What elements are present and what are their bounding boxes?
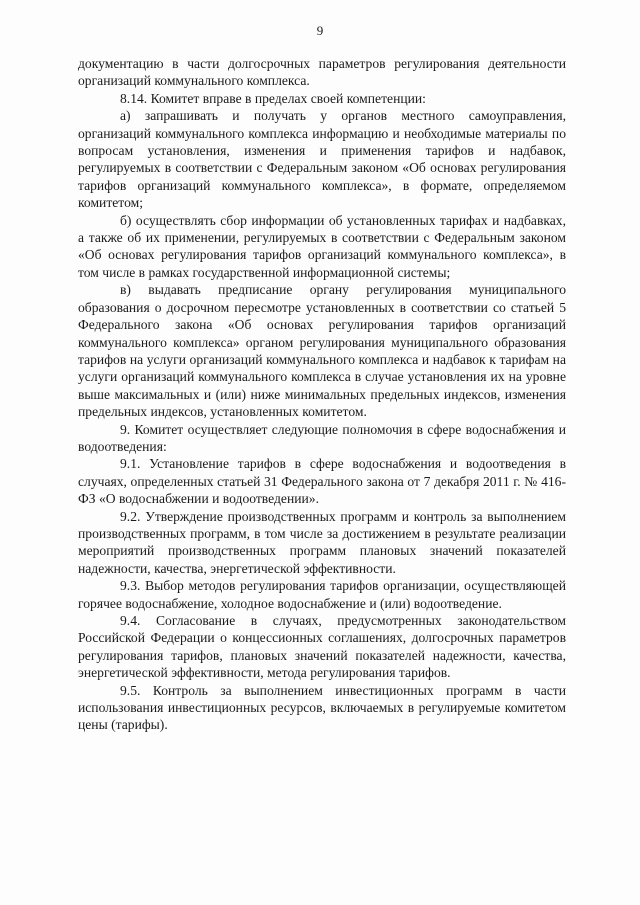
paragraph-9-1: 9.1. Установление тарифов в сфере водоснабжения и водоотведения в случаях, определенных статьей 31 Федерального закона от 7 декабря 2011 г. № 416-ФЗ «О водоснабжении и водоотведении». <box>78 456 566 507</box>
paragraph-continuation: документацию в части долгосрочных параметров регулирования деятельности организаций коммунального комплекса. <box>78 56 566 89</box>
document-body <box>78 55 566 734</box>
paragraph-8-14-b: б) осуществлять сбор информации об установленных тарифах и надбавках, а также об их применении, регулируемых в соответствии с Федеральным законом «Об основах регулирования тарифов организаций коммунального комплекса», в том числе в рамках государственной информационной системы; <box>78 212 566 280</box>
paragraph-9-3: 9.3. Выбор методов регулирования тарифов организации, осуществляющей горячее водоснабжение, холодное водоснабжение и (или) водоотведение. <box>78 578 566 611</box>
page-number: 9 <box>316 23 324 38</box>
paragraph-9-2: 9.2. Утверждение производственных программ и контроль за выполнением производственных программ, в том числе за достижением в результате реализации мероприятий производственных программ плановых значений показателей надежности, качества, энергетической эффективности. <box>78 508 566 576</box>
paragraph-8-14: 8.14. Комитет вправе в пределах своей компетенции: <box>120 90 426 106</box>
paragraph-9-5: 9.5. Контроль за выполнением инвестиционных программ в части использования инвестиционных ресурсов, включаемых в регулируемые комитетом цены (тарифы). <box>78 682 566 733</box>
paragraph-8-14-a: а) запрашивать и получать у органов местного самоуправления, организаций коммунального комплекса информацию и необходимые материалы по вопросам установления, изменения и применения тарифов и надбавок, регулируемых в соответствии с Федеральным законом «Об основах регулирования тарифов организаций коммунального комплекса», в формате, определяемом комитетом; <box>78 108 566 211</box>
paragraph-8-14-v: в) выдавать предписание органу регулирования муниципального образования о досрочном пересмотре установленных в соответствии со статьей 5 Федерального закона «Об основах регулирования тарифов организаций коммунального комплекса» органом регулирования муниципального образования тарифов на услуги организаций коммунального комплекса и надбавок к тарифам на услуги организаций коммунального комплекса в случае установления их на уровне выше максимальных и (или) ниже минимальных предельных индексов, изменения предельных индексов, установленных комитетом. <box>78 282 566 420</box>
paragraph-9: 9. Комитет осуществляет следующие полномочия в сфере водоснабжения и водоотведения: <box>78 421 566 454</box>
paragraph-9-4: 9.4. Согласование в случаях, предусмотренных законодательством Российской Федерации о концессионных соглашениях, долгосрочных параметров регулирования тарифов, плановых значений показателей надежности, качества, энергетической эффективности, метода регулирования тарифов. <box>78 613 566 681</box>
